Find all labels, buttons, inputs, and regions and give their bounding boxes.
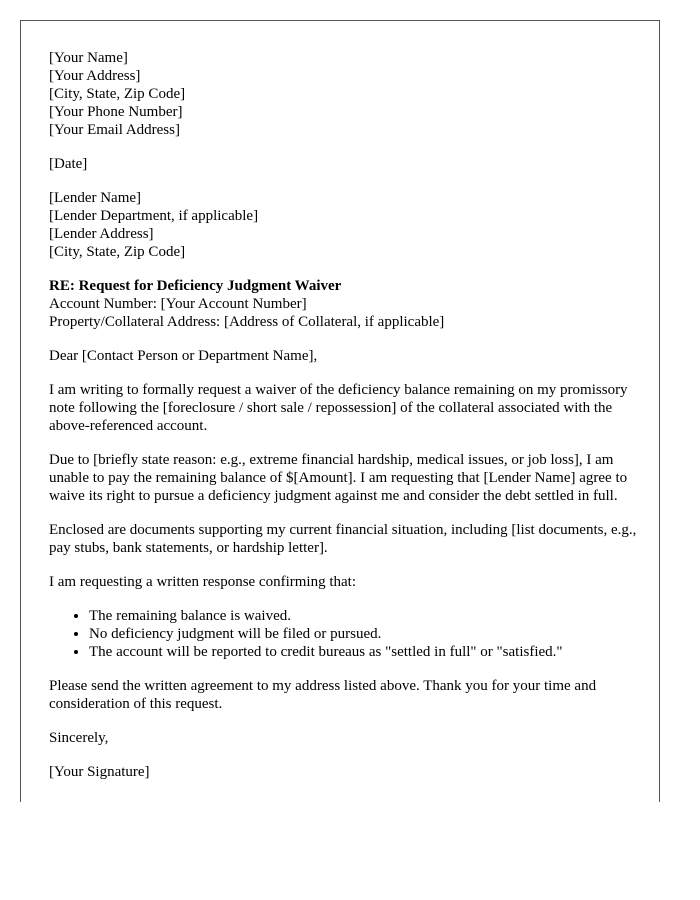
recipient-name: [Lender Name]: [49, 190, 142, 206]
closing-paragraph: Please send the written agreement to my address listed above. Thank you for your time and consideration of this request.: [49, 678, 597, 712]
list-item: • The account will be reported to credit bureaus as "settled in full" or "satisfied.": [89, 643, 641, 661]
sender-address: [Your Address]: [49, 68, 141, 84]
list-item: • The remaining balance is waived.: [89, 607, 641, 625]
recipient-block: [49, 189, 641, 261]
confirmation-list: [49, 607, 641, 661]
body-paragraph-4: I am requesting a written response confirming that:: [49, 574, 356, 590]
sender-phone: [Your Phone Number]: [49, 104, 183, 120]
signature: [Your Signature]: [49, 764, 150, 780]
recipient-address: [Lender Address]: [49, 226, 154, 242]
body-paragraph-2: Due to [briefly state reason: e.g., extreme financial hardship, medical issues, or job loss], I am unable to pay the remaining balance of $[Amount]. I am requesting that [Lender Name] agree to waive its right to pursue a deficiency judgment against me and consider the debt settled in full.: [49, 452, 628, 504]
subject-line: RE: Request for Deficiency Judgment Waiver: [49, 278, 342, 294]
recipient-city-state-zip: [City, State, Zip Code]: [49, 244, 186, 260]
salutation: Dear [Contact Person or Department Name],: [49, 348, 318, 364]
reference-block: [49, 277, 641, 331]
sender-city-state-zip: [City, State, Zip Code]: [49, 86, 186, 102]
letter-page: [20, 20, 660, 802]
account-number: Account Number: [Your Account Number]: [49, 296, 307, 312]
sender-block: [49, 49, 641, 139]
property-address: Property/Collateral Address: [Address of Collateral, if applicable]: [49, 314, 445, 330]
sender-name: [Your Name]: [49, 50, 128, 66]
body-paragraph-3: Enclosed are documents supporting my current financial situation, including [list documents, e.g., pay stubs, bank statements, or hardship letter].: [49, 522, 637, 556]
recipient-department: [Lender Department, if applicable]: [49, 208, 259, 224]
letter-content: [49, 49, 641, 797]
date-block: [49, 155, 641, 173]
sender-email: [Your Email Address]: [49, 122, 180, 138]
body-paragraph-1: I am writing to formally request a waiver of the deficiency balance remaining on my promissory note following the [foreclosure / short sale / repossession] of the collateral associated with the above-referenced account.: [49, 382, 628, 434]
letter-date: [Date]: [49, 156, 88, 172]
list-item: • No deficiency judgment will be filed or pursued.: [89, 625, 641, 643]
closing: Sincerely,: [49, 730, 109, 746]
